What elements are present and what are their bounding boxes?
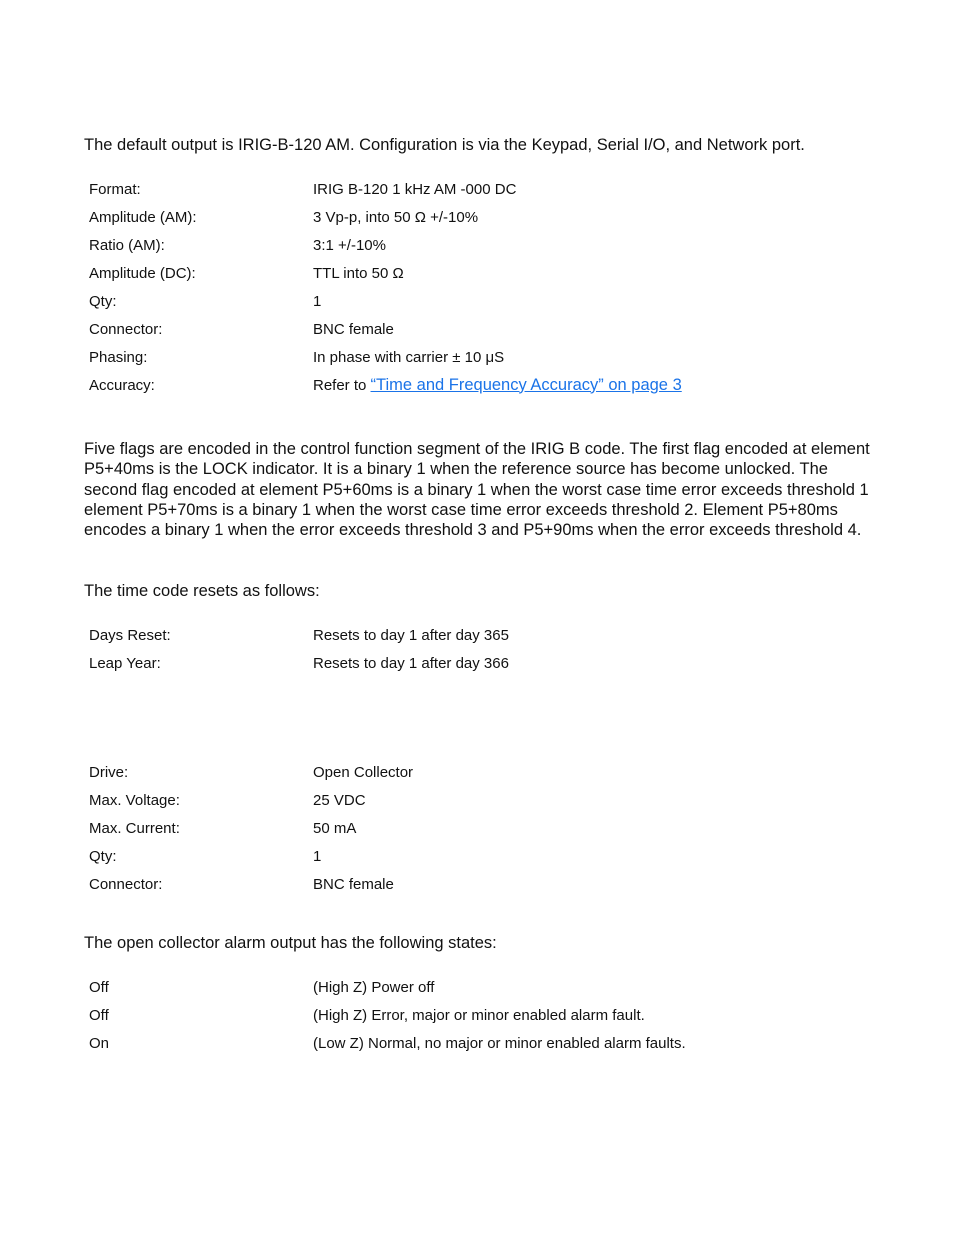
spec-row-days-reset xyxy=(89,621,849,649)
spec-label: Format: xyxy=(89,180,141,198)
reset-spec-table xyxy=(89,621,849,677)
reset-intro-paragraph: The time code resets as follows: xyxy=(84,582,320,600)
spec-label: Days Reset: xyxy=(89,626,171,644)
spec-label: Drive: xyxy=(89,763,129,781)
spec-value: Resets to day 1 after day 365 xyxy=(313,626,509,644)
state-description: (High Z) Power off xyxy=(313,978,435,996)
spec-label: Ratio (AM): xyxy=(89,236,165,254)
spec-label: Max. Current: xyxy=(89,819,180,837)
spec-value: 1 xyxy=(313,847,322,865)
spec-row-amplitude-dc xyxy=(89,259,849,287)
spec-row-qty xyxy=(89,842,849,870)
spec-value: BNC female xyxy=(313,875,394,893)
state-description: (High Z) Error, major or minor enabled alarm fault. xyxy=(313,1006,645,1024)
alarm-states-table xyxy=(89,973,849,1057)
spec-value: Open Collector xyxy=(313,763,414,781)
alarm-state-row xyxy=(89,1029,849,1057)
spec-label: Amplitude (DC): xyxy=(89,264,196,282)
flags-paragraph: Five flags are encoded in the control function segment of the IRIG B code. The first flag encoded at element P5+40ms is the LOCK indicator. It is a binary 1 when the reference source has become unlocked. The second flag encoded at element P5+60ms is a binary 1 when the worst case time error exceeds threshold 1 element P5+70ms is a binary 1 when the worst case time error exceeds threshold 2. Element P5+80ms encodes a binary 1 when the error exceeds threshold 3 and P5+90ms when the error exceeds threshold 4. xyxy=(84,440,870,540)
spec-value: 50 mA xyxy=(313,819,357,837)
spec-value: In phase with carrier ± 10 μS xyxy=(313,348,505,366)
spec-row-format xyxy=(89,175,849,203)
spec-label: Qty: xyxy=(89,847,117,865)
accuracy-reference-link[interactable]: “Time and Frequency Accuracy” on page 3 xyxy=(370,375,682,394)
spec-label: Max. Voltage: xyxy=(89,791,180,809)
alarm-state-row xyxy=(89,1001,849,1029)
state-description: (Low Z) Normal, no major or minor enabled alarm faults. xyxy=(313,1034,686,1052)
spec-label: Qty: xyxy=(89,292,117,310)
spec-label: Accuracy: xyxy=(89,376,155,394)
spec-value: 3 Vp-p, into 50 Ω +/-10% xyxy=(313,208,479,226)
spec-row-leap-year xyxy=(89,649,849,677)
spec-label: Phasing: xyxy=(89,348,148,366)
spec-value: 3:1 +/-10% xyxy=(313,236,386,254)
spec-row-amplitude-am xyxy=(89,203,849,231)
spec-row-ratio-am xyxy=(89,231,849,259)
spec-label: Leap Year: xyxy=(89,654,161,672)
alarm-state-row xyxy=(89,973,849,1001)
state-label: Off xyxy=(89,978,109,996)
spec-row-qty xyxy=(89,287,849,315)
spec-value: BNC female xyxy=(313,320,394,338)
spec-row-phasing xyxy=(89,343,849,371)
intro-paragraph: The default output is IRIG-B-120 AM. Configuration is via the Keypad, Serial I/O, and Network port. xyxy=(84,136,805,154)
alarm-spec-table xyxy=(89,758,849,898)
spec-value: TTL into 50 Ω xyxy=(313,264,404,282)
spec-row-connector xyxy=(89,870,849,898)
spec-label: Amplitude (AM): xyxy=(89,208,197,226)
spec-value: IRIG B-120 1 kHz AM -000 DC xyxy=(313,180,517,198)
spec-label: Connector: xyxy=(89,875,163,893)
state-label: Off xyxy=(89,1006,109,1024)
spec-value: 25 VDC xyxy=(313,791,366,809)
spec-row-drive xyxy=(89,758,849,786)
irig-spec-table xyxy=(89,175,849,399)
spec-label: Connector: xyxy=(89,320,163,338)
spec-row-max-voltage xyxy=(89,786,849,814)
spec-row-accuracy xyxy=(89,371,849,399)
spec-row-connector xyxy=(89,315,849,343)
spec-value: Resets to day 1 after day 366 xyxy=(313,654,509,672)
spec-value xyxy=(313,376,849,395)
spec-value: 1 xyxy=(313,292,322,310)
alarm-intro-paragraph: The open collector alarm output has the following states: xyxy=(84,934,497,952)
state-label: On xyxy=(89,1034,110,1052)
spec-row-max-current xyxy=(89,814,849,842)
accuracy-prefix: Refer to xyxy=(313,376,371,394)
